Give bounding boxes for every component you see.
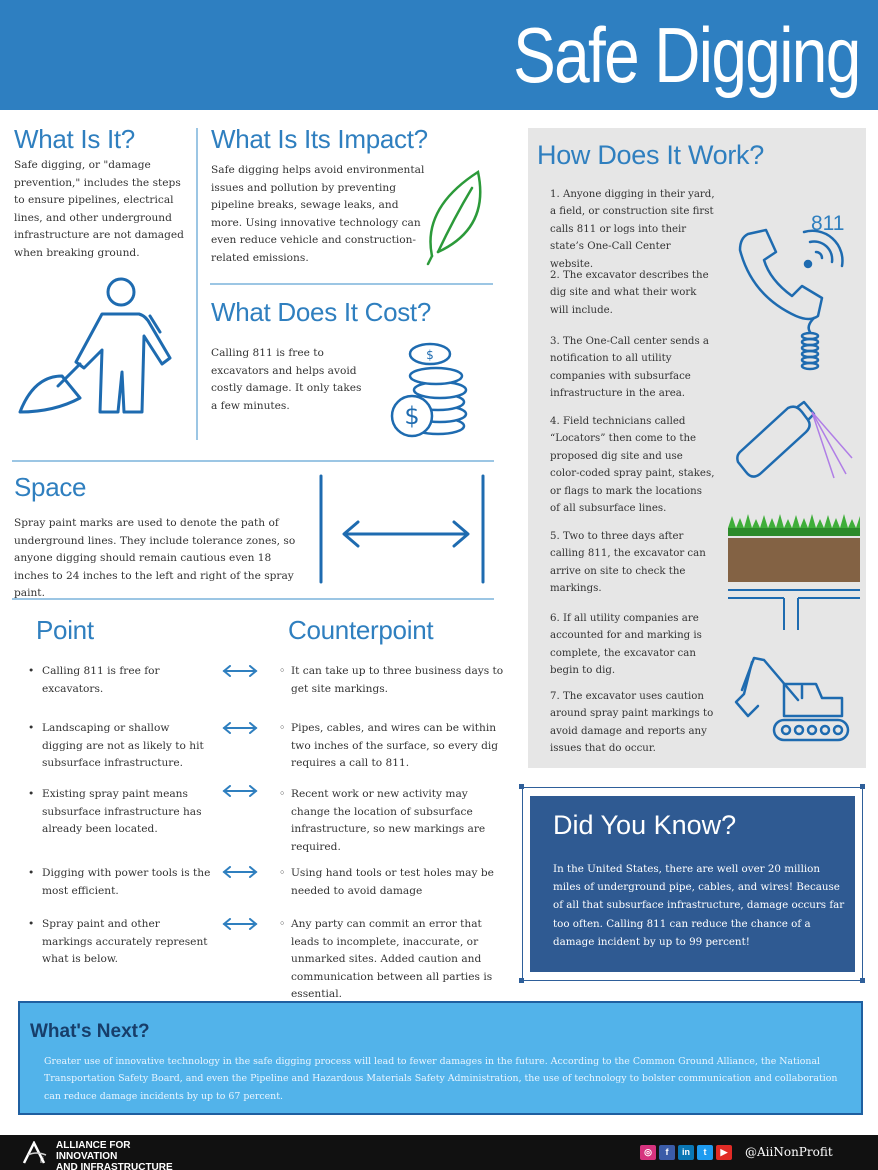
step-3: 3. The One-Call center sends a notification to all utility companies with subsurface infrastructure in the area. <box>550 336 709 400</box>
instagram-icon[interactable]: ◎ <box>640 1145 656 1160</box>
what-is-it-heading: What Is It? <box>14 124 135 154</box>
counterpoint-item-2: ◦ Pipes, cables, and wires can be within two inches of the surface, so every dig requires a call to 811. <box>279 722 499 770</box>
tolerance-zone-arrow-icon <box>316 472 496 586</box>
did-you-know-text: In the United States, there are well over 20 million miles of underground pipe, cables, and wires! Because of all that subsurface infrastructure, damage occurs far too often. Calling 811 can reduce the chance of a damage incident by up to 99 percent! <box>553 863 845 948</box>
bullet-icon: • <box>28 665 35 677</box>
step-7: 7. The excavator uses caution around spray paint markings to avoid damage and reports any issues that do occur. <box>550 691 714 755</box>
step-2: 2. The excavator describes the dig site and what their work will include. <box>550 270 709 316</box>
circle-bullet-icon: ◦ <box>279 665 286 677</box>
bullet-icon: • <box>28 722 35 734</box>
excavator-icon <box>732 654 852 746</box>
svg-text:$: $ <box>404 402 420 430</box>
digging-worker-icon <box>14 272 184 422</box>
point-item-4: • Digging with power tools is the most efficient. <box>28 867 211 897</box>
point-item-5: • Spray paint and other markings accurately represent what is below. <box>28 918 208 966</box>
counterpoint-item-4: ◦ Using hand tools or test holes may be needed to avoid damage <box>279 867 494 897</box>
soil-layers-icon <box>728 514 860 632</box>
space-heading: Space <box>14 472 87 502</box>
how-it-works-heading: How Does It Work? <box>537 140 764 170</box>
phone-811-label: 811 <box>811 212 845 235</box>
coins-icon <box>388 336 478 444</box>
circle-bullet-icon: ◦ <box>279 788 286 800</box>
point-heading: Point <box>36 615 94 645</box>
page-title: Safe Digging <box>513 11 860 99</box>
did-you-know-heading: Did You Know? <box>553 810 737 840</box>
cost-heading: What Does It Cost? <box>211 297 432 327</box>
twitter-icon[interactable]: t <box>697 1145 713 1160</box>
circle-bullet-icon: ◦ <box>279 867 286 879</box>
social-handle[interactable]: @AiiNonProfit <box>745 1145 833 1159</box>
double-arrow-icon <box>222 722 258 734</box>
divider-vertical-top <box>196 128 198 440</box>
youtube-icon[interactable]: ▶ <box>716 1145 732 1160</box>
spray-can-icon <box>734 400 854 482</box>
double-arrow-icon <box>222 665 258 677</box>
counterpoint-item-3: ◦ Recent work or new activity may change the location of subsurface infrastructure, so new markings are required. <box>279 788 486 853</box>
counterpoint-heading: Counterpoint <box>288 615 434 645</box>
step-1: 1. Anyone digging in their yard, a field, or construction site first calls 811 or logs into their state’s One-Call Center website. <box>550 189 715 270</box>
bullet-icon: • <box>28 918 35 930</box>
point-item-2: • Landscaping or shallow digging are not as likely to hit subsurface infrastructure. <box>28 722 204 770</box>
phone-icon <box>730 222 850 374</box>
cost-text: Calling 811 is free to excavators and helps avoid costly damage. It only takes a few minutes. <box>211 347 362 412</box>
double-arrow-icon <box>222 866 258 878</box>
what-is-it-text: Safe digging, or "damage prevention," includes the steps to ensure pipelines, electrical lines, and other underground infrastructure are not damaged when breaking ground. <box>14 159 184 259</box>
point-item-1: • Calling 811 is free for excavators. <box>28 665 160 695</box>
whats-next-heading: What's Next? <box>30 1021 150 1042</box>
frame-corner <box>860 784 865 789</box>
whats-next-text: Greater use of innovative technology in the safe digging process will lead to fewer damages in the future. According to the Common Ground Alliance, the National Transportation Safety Board, and even the Pipeline and Hazardous Materials Safety Administration, the use of technology to bolster communication and collaboration can reduce damage incidents by up to 67 percent. <box>44 1056 838 1102</box>
double-arrow-icon <box>222 918 258 930</box>
footer-org-name[interactable] <box>56 1140 176 1170</box>
frame-corner <box>519 784 524 789</box>
step-4: 4. Field technicians called “Locators” then come to the proposed dig site and use color-coded spray paint, stakes, or flags to mark the locations of all subsurface lines. <box>550 416 715 515</box>
bullet-icon: • <box>28 788 35 800</box>
aii-logo-icon[interactable] <box>20 1141 50 1165</box>
circle-bullet-icon: ◦ <box>279 918 286 930</box>
point-item-3: • Existing spray paint means subsurface infrastructure has already been located. <box>28 788 202 836</box>
linkedin-icon[interactable]: in <box>678 1145 694 1160</box>
divider-impact-cost <box>210 283 493 285</box>
counterpoint-item-5: ◦ Any party can commit an error that leads to incomplete, inaccurate, or unmarked sites. Added caution and communication between all parties is essential. <box>279 918 493 1001</box>
frame-corner <box>860 978 865 983</box>
impact-text: Safe digging helps avoid environmental issues and pollution by preventing pipeline breaks, sewage leaks, and more. Using innovative technology can even reduce vehicle and construction-related emissions. <box>211 164 425 264</box>
social-links <box>640 1145 732 1160</box>
step-6: 6. If all utility companies are accounted for and marking is complete, the excavator can begin to dig. <box>550 613 702 677</box>
frame-corner <box>519 978 524 983</box>
space-text: Spray paint marks are used to denote the path of underground lines. They include tolerance zones, so anyone digging should remain cautious even 18 inches to 24 inches to the left and right of the spray paint. <box>14 517 296 600</box>
step-5: 5. Two to three days after calling 811, the excavator can arrive on site to check the markings. <box>550 531 706 595</box>
counterpoint-item-1: ◦ It can take up to three business days to get site markings. <box>279 665 504 695</box>
divider-space-top <box>12 460 494 462</box>
circle-bullet-icon: ◦ <box>279 722 286 734</box>
svg-text:ii: ii <box>40 1155 44 1165</box>
impact-heading: What Is Its Impact? <box>211 124 428 154</box>
svg-text:$: $ <box>426 348 434 362</box>
footer-org-line1: ALLIANCE FOR INNOVATION <box>56 1140 131 1162</box>
footer-org-line2: AND INFRASTRUCTURE <box>56 1162 173 1170</box>
double-arrow-icon <box>222 785 258 797</box>
facebook-icon[interactable]: f <box>659 1145 675 1160</box>
bullet-icon: • <box>28 867 35 879</box>
leaf-icon <box>420 168 490 268</box>
